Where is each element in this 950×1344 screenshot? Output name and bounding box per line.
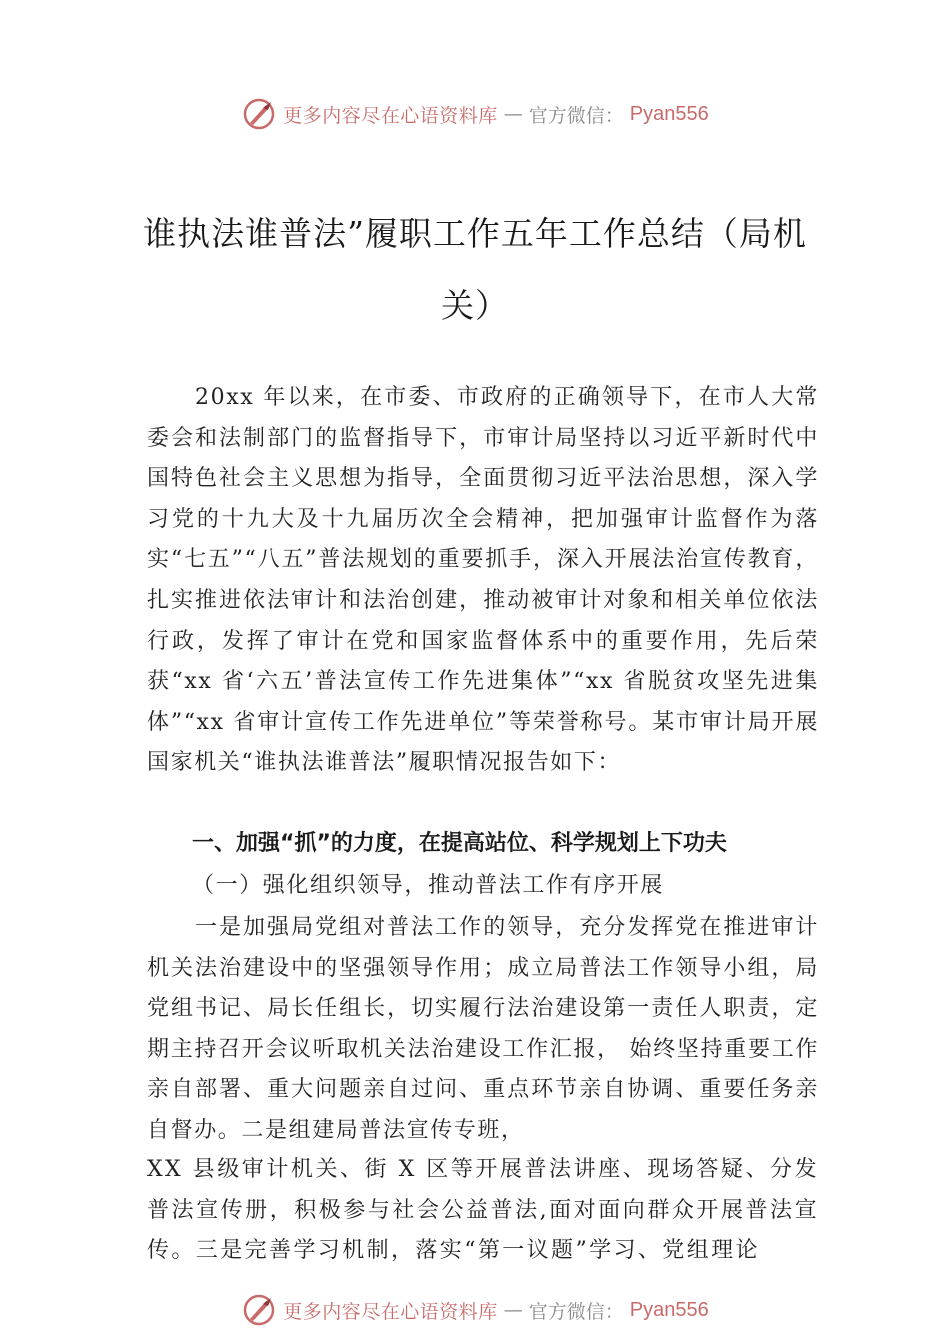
- watermark-label: 官方微信：: [528, 104, 624, 127]
- intro-paragraph: 20xx 年以来，在市委、市政府的正确领导下，在市人大常委会和法制部门的监督指导下，市审计局坚持以习近平新时代中国特色社会主义思想为指导，全面贯彻习近平法治思想，深入学习党的十九大及十九届历次全会精神，把加强审计监督作为落实“七五”“八五”普法规划的重要抓手，深入开展法治宣传教育，扎实推进依法审计和法治创建，推动被审计对象和相关单位依法行政，发挥了审计在党和国家监督体系中的重要作用，先后荣获“xx 省‘六五’普法宣传工作先进集体”“xx 省脱贫攻坚先进集体”“xx 省审计宣传工作先进单位”等荣誉称号。某市审计局开展国家机关“谁执法谁普法”履职情况报告如下：: [147, 385, 819, 776]
- watermark-wechat-id: Pyan556: [629, 1298, 709, 1321]
- watermark-text: 更多内容尽在心语资料库: [283, 104, 498, 127]
- quill-logo-icon: [241, 1292, 277, 1328]
- subsection-heading: （一）强化组织领导，推动普法工作有序开展: [192, 873, 665, 898]
- watermark-wechat-id: Pyan556: [629, 102, 709, 125]
- body-paragraph-continued: XX 县级审计机关、街 X 区等开展普法讲座、现场答疑、分发普法宣传册，积极参与社会公益普法,面对面向群众开展普法宣传。三是完善学习机制，落实“第一议题”学习、党组理论: [147, 1157, 819, 1264]
- watermark-label: 官方微信：: [528, 1300, 624, 1323]
- watermark-dash: —: [503, 1299, 523, 1321]
- document-title: 谁执法谁普法”履职工作五年工作总结（局机关）: [143, 214, 807, 325]
- watermark-text: 更多内容尽在心语资料库: [283, 1300, 498, 1323]
- watermark-footer: [0, 1290, 950, 1330]
- quill-logo-icon: [241, 96, 277, 132]
- watermark-dash: —: [503, 103, 523, 125]
- section-heading: 一、加强“抓”的力度，在提高站位、科学规划上下功夫: [192, 831, 727, 856]
- body-paragraph: 一是加强局党组对普法工作的领导，充分发挥党在推进审计机关法治建设中的坚强领导作用；成立局普法工作领导小组，局党组书记、局长任组长，切实履行法治建设第一责任人职责，定期主持召开会议听取机关法治建设工作汇报， 始终坚持重要工作亲自部署、重大问题亲自过问、重点环节亲自协调、重要任务亲自督办。二是组建局普法宣传专班，: [147, 915, 819, 1143]
- watermark-header: [0, 94, 950, 134]
